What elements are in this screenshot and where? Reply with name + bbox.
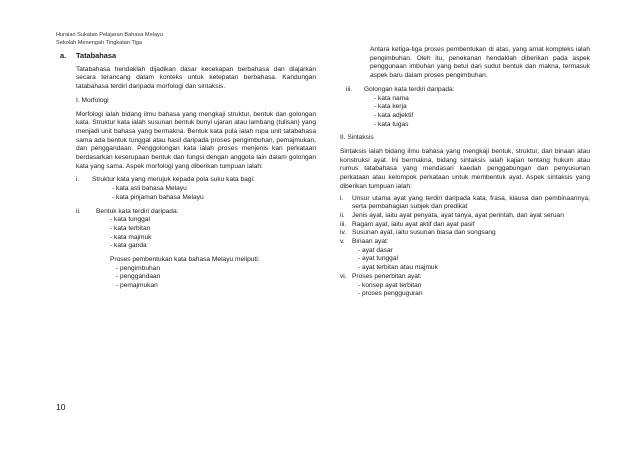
list-item: - ayat terbitan atau majmuk — [358, 264, 438, 272]
list-text: Unsur utama ayat yang terdiri daripada kata, frasa, klausa dan pembinaannya, serta pembahagian subjek dan predikat — [352, 194, 590, 211]
list-item: - ayat tunggal — [358, 255, 398, 263]
list-item: - kata pinjaman bahasa Melayu — [112, 193, 204, 201]
list-item: - pemajmukan — [116, 282, 158, 290]
sintaksis-list — [340, 195, 590, 299]
list-item: - kata tugas — [374, 120, 409, 128]
section-title: Tatabahasa — [76, 51, 117, 60]
list-item: - ayat dasar — [358, 246, 393, 254]
list-text: Binaan ayat: — [352, 238, 389, 246]
struktur-text: Struktur kata yang merujuk kepada pola suku kata bagi: — [92, 176, 255, 184]
header-line-2: Sekolah Menengah Tingkatan Tiga — [56, 40, 143, 46]
header-line-1: Huraian Sukatan Pelajaran Bahasa Melayu — [56, 32, 163, 38]
proses-text: Proses pembentukan kata bahasa Melayu meliputi: — [110, 256, 260, 264]
list-marker: v. — [340, 238, 345, 246]
golongan-item — [340, 86, 590, 130]
list-item: - penggandaan — [116, 273, 161, 281]
pengimbuhan-paragraph: Antara ketiga-tiga proses pembentukan di atas, yang amat kompleks ialah pengimbuhan. Oleh itu, penekanan hendaklah diberikan pada aspek penggunaan imbuhan yang betul dari sudut bentuk dan makna, termasuk aspek baru dalam proses pengimbuhan. — [370, 46, 590, 80]
intro-paragraph: Tatabahasa hendaklah dijadikan dasar kecekapan berbahasa dan diajarkan secara terancang dalam konteks untuk ketepatan berbahasa. Kandungan tatabahasa terdiri daripada morfologi dan sintaksis. — [76, 65, 316, 91]
list-text: Ragam ayat, iaitu ayat aktif dan ayat pasif — [352, 220, 475, 228]
list-marker: iii. — [340, 220, 347, 228]
list-marker: ii. — [340, 211, 345, 219]
list-item: - kata terbitan — [110, 224, 151, 232]
list-text: Susunan ayat, iaitu susunan biasa dan songsang — [352, 229, 496, 237]
list-item — [340, 273, 590, 282]
struktur-marker: i. — [76, 176, 80, 184]
list-item: - pengimbuhan — [116, 264, 160, 272]
sintaksis-paragraph: Sintaksis ialah bidang ilmu bahasa yang mengkaji bentuk, struktur, dan binaan atau konstruksi ayat. Ini bermakna, bidang sintaksis ialah kajian tentang hukum atau rumus tatabahasa yang mendasari kaedah penggabungan dan penyusunan perkataan atau kelompok perkataan untuk membentuk ayat. Aspek sintaksis yang diberikan tumpuan ialah: — [340, 148, 590, 190]
list-marker: vi. — [340, 272, 347, 280]
list-item — [340, 212, 590, 221]
list-text: Jenis ayat, iaitu ayat penyata, ayat tanya, ayat perintah, dan ayat seruan — [352, 211, 564, 219]
section-heading — [60, 52, 316, 61]
list-item: - kata tunggal — [110, 216, 150, 224]
golongan-marker: iii. — [346, 85, 353, 93]
list-item: - proses pengguguran — [358, 290, 423, 298]
list-item — [340, 221, 590, 230]
list-item: - kata asli bahasa Melayu — [112, 185, 187, 193]
right-column — [340, 46, 590, 299]
sintaksis-heading: II. Sintaksis — [340, 134, 374, 142]
struktur-item — [60, 176, 316, 202]
list-item — [340, 229, 590, 238]
page-number: 10 — [56, 402, 66, 412]
list-marker: iv. — [340, 229, 347, 237]
list-item: - kata kerja — [374, 103, 407, 111]
morfologi-paragraph: Morfologi ialah bidang ilmu bahasa yang mengkaji struktur, bentuk dan golongan kata. Struktur kata ialah susunan bentuk bunyi ujaran atau lambang (tulisan) yang menjadi unit bahasa yang bermakna. Bentuk kata pula ialah rupa unit tatabahasa sama ada bentuk tunggal atau hasil daripada proses pengimbuhan, pemajmukan, dan penggandaan. Penggolongan kata ialah proses menjenis kan perkataan berdasarkan keserupaan bentuk dan fungsi dengan anggota lain dalam golongan kata yang sama. Aspek morfologi yang diberikan tumpuan ialah: — [76, 110, 316, 170]
bentuk-marker: ii. — [76, 207, 81, 215]
running-header — [56, 31, 163, 47]
golongan-text: Golongan kata terdiri daripada: — [364, 85, 455, 93]
list-item: - kata ganda — [110, 242, 147, 250]
list-item: - kata nama — [374, 94, 409, 102]
bentuk-text: Bentuk kata terdiri daripada: — [96, 207, 179, 215]
section-marker: a. — [60, 51, 67, 60]
list-text: Proses penerbitan ayat: — [352, 272, 422, 280]
list-marker: i. — [340, 194, 344, 202]
list-item — [340, 195, 590, 212]
list-item: - kata majmuk — [110, 233, 152, 241]
list-item: - kata adjektif — [374, 111, 414, 119]
morfologi-heading: I. Morfologi — [76, 96, 109, 104]
list-item — [340, 238, 590, 247]
left-column — [60, 52, 316, 291]
list-item: - konsep ayat terbitan — [358, 281, 422, 289]
bentuk-item — [60, 208, 316, 291]
